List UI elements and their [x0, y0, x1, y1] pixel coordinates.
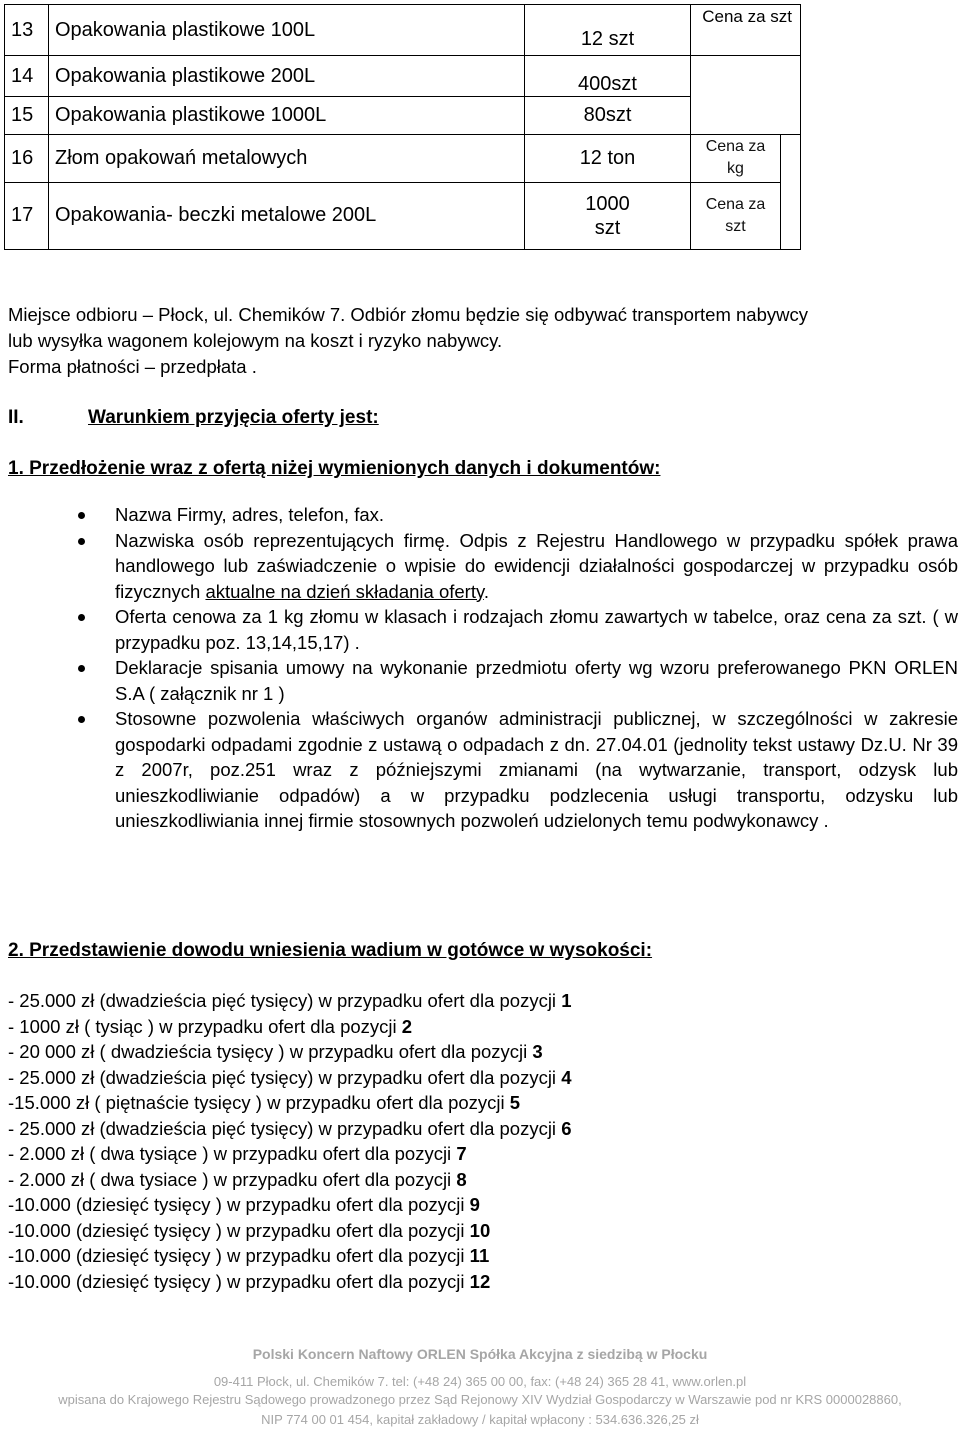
list-item-text: Stosowne pozwolenia właściwych organów administracji publicznej, w szczególności w zakresie gospodarki odpadami zgodnie z ustawą o odpadach z dn. 27.04.01 (jednolity tekst ustawy Dz.U. Nr 39 z 2007r, poz.251 wraz z późniejszymi zmianami (na wytwarzanie, transport, odzysk lub unieszkodliwianie odpadów) a w przypadku podzlecenia usługi transportu, odzysku lub unieszkodliwiania innej firmie stosownych pozwoleń udzielonych temu podwykonawcy . [115, 708, 958, 831]
deposit-item [8, 1218, 571, 1244]
list-item-text: Nazwiska osób reprezentujących firmę. Odpis z Rejestru Handlowego w przypadku spółek prawa handlowego lub zaświadczenie o wpisie do ewidencji działalności gospodarczej w przypadku osób fizycznych [115, 529, 958, 602]
deposit-item-text: -10.000 (dziesięć tysięcy ) w przypadku ofert dla pozycji [8, 1219, 470, 1241]
list-item-text: Deklaracje spisania umowy na wykonanie przedmiotu oferty wg wzoru preferowanego PKN ORLEN S.A ( załącznik nr 1 ) [115, 657, 958, 704]
footer-capital: NIP 774 00 01 454, kapitał zakładowy / kapitał wpłacony : 534.636.326,25 zł [261, 1412, 699, 1427]
items-table [4, 4, 801, 250]
deposit-item [8, 1167, 571, 1193]
deposit-item [8, 1116, 571, 1142]
price-unit: kg [727, 160, 744, 178]
item-price [691, 182, 781, 249]
bullet-icon [78, 614, 85, 621]
deposit-item-text: - 20 000 zł ( dwadzieścia tysięcy ) w przypadku ofert dla pozycji [8, 1041, 533, 1062]
price-cell [691, 56, 801, 134]
item-name: Złom opakowań metalowych [49, 134, 525, 182]
deposit-item-position: 4 [561, 1066, 572, 1088]
section-roman-numeral: II. [8, 407, 24, 428]
row-number: 17 [5, 182, 49, 249]
table-row [5, 134, 801, 182]
payment-form-text: Forma płatności – przedpłata . [8, 356, 257, 377]
bullet-icon [78, 716, 85, 723]
deposit-item-position: 5 [509, 1092, 521, 1113]
list-item [78, 706, 958, 834]
underlined-text: aktualne na dzień składania oferty [205, 580, 484, 602]
table-row [5, 97, 801, 134]
item-quantity: 12 szt [525, 5, 691, 56]
row-number: 16 [5, 134, 49, 182]
deposit-item-position: 6 [561, 1117, 572, 1139]
bullet-icon [78, 665, 85, 672]
table-row [5, 182, 801, 249]
section-title: Warunkiem przyjęcia oferty jest: [88, 407, 379, 428]
deposit-item-position: 9 [469, 1194, 480, 1215]
deposit-item-text: - 25.000 zł (dwadzieścia pięć tysięcy) w przypadku ofert dla pozycji [8, 1117, 562, 1139]
item-name: Opakowania plastikowe 200L [49, 56, 525, 97]
deposit-item [8, 1090, 571, 1116]
price-unit: szt [725, 217, 746, 235]
list-item [78, 655, 958, 706]
item-quantity [525, 182, 691, 249]
deposit-item [8, 1192, 571, 1218]
bullet-icon [78, 538, 85, 545]
list-item [78, 604, 958, 655]
table-row [5, 5, 801, 56]
bullet-icon [78, 512, 85, 519]
pickup-location-text: Miejsce odbioru – Płock, ul. Chemików 7. Odbiór złomu będzie się odbywać transportem nabywcy [8, 304, 808, 325]
deposit-item [8, 1014, 571, 1040]
deposit-item-position: 3 [532, 1041, 543, 1062]
deposit-item-text: - 2.000 zł ( dwa tysiące ) w przypadku ofert dla pozycji [8, 1143, 457, 1164]
footer-address: 09-411 Płock, ul. Chemików 7. tel: (+48 24) 365 00 00, fax: (+48 24) 365 28 41, www.orlen.pl [213, 1374, 747, 1389]
deposit-item [8, 1243, 571, 1269]
row-number: 13 [5, 5, 49, 56]
item-price [691, 134, 781, 182]
deposit-item-text: -15.000 zł ( piętnaście tysięcy ) w przypadku ofert dla pozycji [8, 1092, 510, 1113]
deposit-item-position: 12 [469, 1270, 491, 1292]
deposit-item-position: 10 [469, 1219, 491, 1241]
deposit-item-text: - 25.000 zł (dwadzieścia pięć tysięcy) w przypadku ofert dla pozycji [8, 990, 562, 1011]
footer-company: Polski Koncern Naftowy ORLEN Spółka Akcyjna z siedzibą w Płocku [252, 1346, 708, 1362]
quantity-unit: szt [594, 216, 621, 239]
deposit-item-position: 1 [561, 990, 572, 1011]
table-row [5, 56, 801, 97]
deposit-item-text: - 2.000 zł ( dwa tysiace ) w przypadku ofert dla pozycji [8, 1168, 457, 1190]
deposit-item-text: -10.000 (dziesięć tysięcy ) w przypadku ofert dla pozycji [8, 1270, 470, 1292]
deposit-item-text: -10.000 (dziesięć tysięcy ) w przypadku ofert dla pozycji [8, 1245, 470, 1266]
price-label: Cena za [705, 195, 766, 213]
item-name: Opakowania- beczki metalowe 200L [49, 182, 525, 249]
deposit-item [8, 1039, 571, 1065]
deposit-list [8, 988, 571, 1294]
deposit-title: 2. Przedstawienie dowodu wniesienia wadium w gotówce w wysokości: [8, 940, 653, 961]
price-label: Cena za [705, 138, 766, 156]
row-number: 15 [5, 97, 49, 134]
deposit-item-text: - 1000 zł ( tysiąc ) w przypadku ofert dla pozycji [8, 1015, 402, 1037]
item-quantity: 80szt [525, 97, 691, 134]
deposit-item-text: -10.000 (dziesięć tysięcy ) w przypadku ofert dla pozycji [8, 1194, 470, 1215]
item-name: Opakowania plastikowe 1000L [49, 97, 525, 134]
shipping-text: lub wysyłka wagonem kolejowym na koszt i ryzyko nabywcy. [8, 330, 503, 351]
deposit-item-text: - 25.000 zł (dwadzieścia pięć tysięcy) w przypadku ofert dla pozycji [8, 1066, 562, 1088]
quantity-value: 1000 [585, 192, 630, 215]
list-item-text-end: . [483, 580, 489, 602]
footer-registry: wpisana do Krajowego Rejestru Sądowego prowadzonego przez Sąd Rejonowy XIV Wydział Gospodarczy w Warszawie pod nr KRS 0000028860, [58, 1392, 902, 1407]
deposit-item-position: 2 [401, 1015, 413, 1037]
deposit-item [8, 1065, 571, 1091]
deposit-item [8, 1269, 571, 1295]
item-name: Opakowania plastikowe 100L [49, 5, 525, 56]
list-item-text: Oferta cenowa za 1 kg złomu w klasach i rodzajach złomu zawartych w tabelce, oraz cena za szt. ( w przypadku poz. 13,14,15,17) . [115, 606, 958, 653]
list-item-text: Nazwa Firmy, adres, telefon, fax. [115, 504, 385, 525]
requirements-list [78, 502, 958, 834]
deposit-item-position: 11 [469, 1245, 490, 1266]
deposit-item [8, 1141, 571, 1167]
deposit-item-position: 8 [456, 1168, 467, 1190]
row-number: 14 [5, 56, 49, 97]
list-item [78, 502, 958, 528]
subsection-title: 1. Przedłożenie wraz z ofertą niżej wymienionych danych i dokumentów: [8, 458, 661, 479]
list-item [78, 528, 958, 605]
item-quantity: 400szt [525, 56, 691, 97]
price-header: Cena za szt [691, 5, 801, 56]
deposit-item-position: 7 [456, 1143, 467, 1164]
empty-cell [781, 134, 801, 250]
deposit-item [8, 988, 571, 1014]
item-quantity: 12 ton [525, 134, 691, 182]
